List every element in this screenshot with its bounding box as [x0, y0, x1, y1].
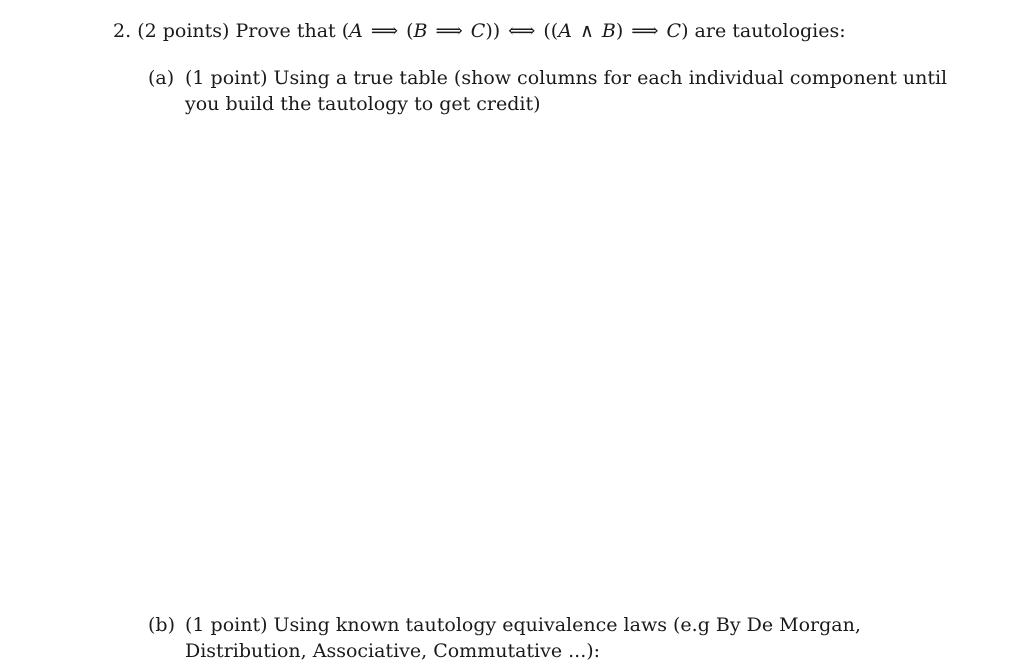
- problem-lead: Prove that: [235, 20, 336, 42]
- problem-tail: are tautologies:: [694, 20, 846, 42]
- formula: [342, 20, 689, 42]
- paren-open-2: (: [406, 20, 414, 42]
- problem-points: (2 points): [137, 20, 230, 42]
- problem-statement: [113, 18, 993, 44]
- part-a-label: (a): [148, 67, 175, 89]
- part-b-text: (1 point) Using known tautology equivalence laws (e.g By De Morgan, Distribution, Associative, Commutative ...):: [185, 614, 861, 662]
- implies-3: ⟹: [631, 20, 659, 42]
- implies-1: ⟹: [370, 20, 399, 42]
- paren-close-1: )): [485, 20, 501, 42]
- var-c-1: C: [470, 20, 486, 42]
- answer-space-a: [148, 125, 978, 605]
- problem-number: 2.: [113, 20, 132, 42]
- part-b-label: (b): [148, 614, 175, 636]
- paren-open-1: (: [341, 20, 350, 42]
- var-b-1: B: [413, 20, 428, 42]
- paren-open-3: ((: [543, 20, 559, 42]
- and-symbol: ∧: [579, 20, 594, 42]
- var-a-1: A: [349, 20, 363, 42]
- part-a: [148, 65, 978, 117]
- var-b-2: B: [601, 20, 616, 42]
- paren-close-3: ): [681, 20, 689, 42]
- var-a-2: A: [558, 20, 572, 42]
- part-a-text: (1 point) Using a true table (show columns for each individual component until you build the tautology to get credit): [185, 67, 948, 115]
- implies-2: ⟹: [435, 20, 463, 42]
- part-b: [148, 612, 978, 664]
- iff-symbol: ⟺: [508, 20, 536, 42]
- paren-close-2: ): [615, 20, 624, 42]
- var-c-2: C: [666, 20, 682, 42]
